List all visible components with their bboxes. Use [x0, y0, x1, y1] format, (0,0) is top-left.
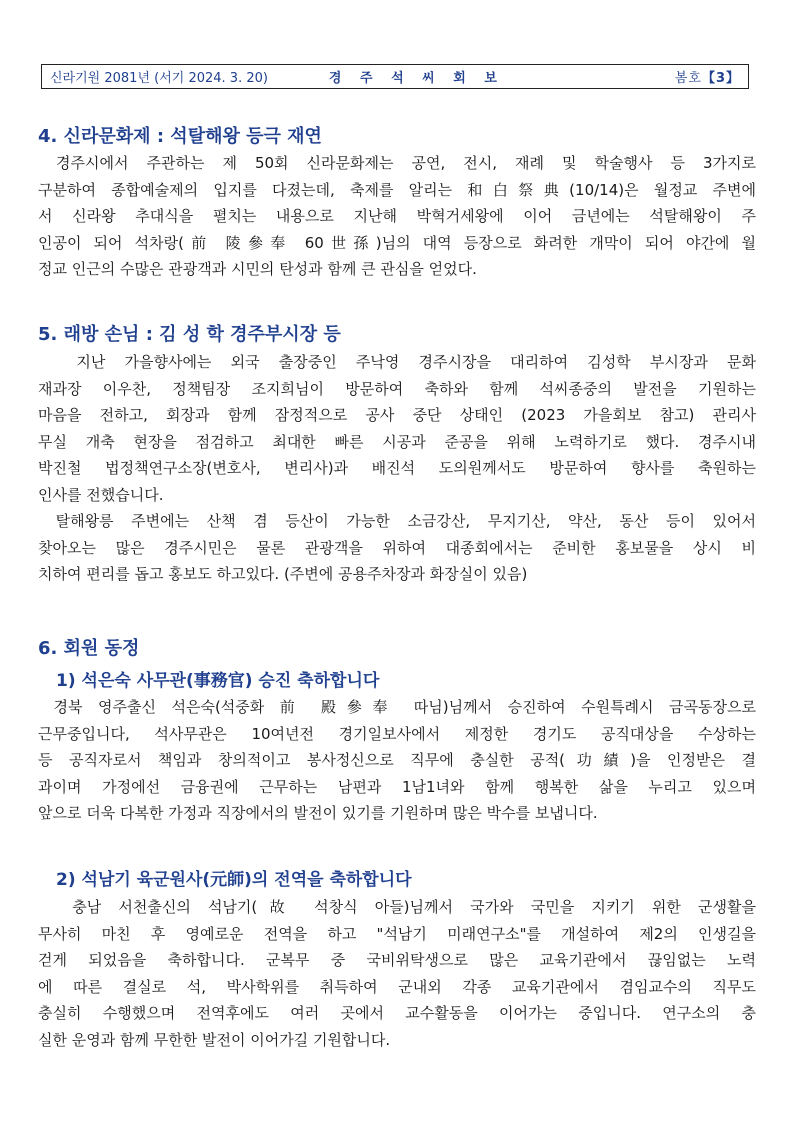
newsletter-title: 경 주 석 씨 회 보	[328, 71, 504, 86]
header-date: 신라기원 2081년 (서기 2024. 3. 20)	[50, 71, 268, 86]
paragraph-line: 에 따른 결실로 석, 박사학위를 취득하여 군내외 각종 교육기관에서 겸임교수의 직무도	[38, 977, 756, 996]
paragraph-line: 실한 운영과 함께 무한한 발전이 이어가길 기원합니다.	[38, 1030, 391, 1049]
newsletter-header	[41, 64, 749, 89]
section5-heading: 5. 래방 손님 : 김 성 학 경주부시장 등	[38, 324, 341, 345]
paragraph-line: 박진철 법정책연구소장(변호사, 변리사)과 배진석 도의원께서도 방문하여 향사를 축원하는	[38, 459, 756, 477]
paragraph-line: 정교 인근의 수많은 관광객과 시민의 탄성과 함께 큰 관심을 얻었다.	[38, 260, 477, 278]
paragraph-line: 무실 개축 현장을 점검하고 최대한 빠른 시공과 준공을 위해 노력하기로 했다. 경주시내	[38, 432, 756, 451]
paragraph-line: 충남 서천출신의 석남기(故 석창식 아들)님께서 국가와 국민을 지키기 위한 군생활을	[38, 898, 756, 916]
paragraph-line: 충실히 수행했으며 전역후에도 여러 곳에서 교수활동을 이어가는 중입니다. 연구소의 충	[38, 1004, 756, 1022]
paragraph-line: 찾아오는 많은 경주시민은 물론 관광객을 위하여 대종회에서는 준비한 홍보물을 상시 비	[38, 538, 756, 557]
paragraph-line: 경주시에서 주관하는 제 50회 신라문화제는 공연, 전시, 재례 및 학술행사 등 3가지로	[38, 154, 756, 172]
paragraph-line: 근무중입니다, 석사무관은 10여년전 경기일보사에서 제정한 경기도 공직대상을 수상하는	[38, 724, 756, 743]
paragraph-line: 등 공직자로서 책임과 창의적이고 봉사정신으로 직무에 충실한 공적(功績)을 인정받은 결	[38, 751, 756, 769]
paragraph-line: 구분하여 종합예술제의 입지를 다졌는데, 축제를 알리는 和白祭典(10/14)은 월정교 주변에	[38, 180, 756, 199]
section4-heading: 4. 신라문화제 : 석탈해왕 등극 재연	[38, 126, 322, 147]
paragraph-line: 마음을 전하고, 회장과 함께 잠정적으로 공사 중단 상태인 (2023 가을회보 참고) 관리사	[38, 406, 756, 424]
section6-sub2-body	[38, 894, 756, 1053]
paragraph-line: 치하여 편리를 돕고 홍보도 하고있다. (주변에 공용주차장과 화장실이 있음)	[38, 565, 528, 583]
section6-sub1-body	[38, 694, 756, 827]
paragraph-line: 경북 영주출신 석은숙(석중화 前 殿參奉 따님)님께서 승진하여 수원특례시 금곡동장으로	[38, 698, 756, 716]
issue-label	[675, 67, 740, 86]
paragraph-line: 인사를 전했습니다.	[38, 485, 164, 504]
paragraph-line: 앞으로 더욱 다복한 가정과 직장에서의 발전이 있기를 기원하며 많은 박수를 보냅니다.	[38, 804, 598, 822]
paragraph-line: 서 신라왕 추대식을 펼치는 내용으로 지난해 박혁거세왕에 이어 금년에는 석탈해왕이 주	[38, 207, 756, 225]
paragraph-line: 지난 가을향사에는 외국 출장중인 주낙영 경주시장을 대리하여 김성학 부시장과 문화	[38, 353, 756, 371]
section6-sub2-heading: 2) 석남기 육군원사(元師)의 전역을 축하합니다	[56, 870, 412, 890]
issue-number: 【3】	[701, 71, 740, 86]
section6-heading: 6. 회원 동정	[38, 638, 140, 659]
paragraph-line: 걷게 되었음을 축하합니다. 군복무 중 국비위탁생으로 많은 교육기관에서 끊임없는 노력	[38, 951, 756, 969]
paragraph-line: 재과장 이우찬, 정책팀장 조지희님이 방문하여 축하와 함께 석씨종중의 발전을 기원하는	[38, 379, 756, 398]
paragraph-line: 인공이 되어 석차랑(前 陵參奉 60世孫)님의 대역 등장으로 화려한 개막이 되어 야간에 월	[38, 233, 756, 252]
paragraph-line: 탈해왕릉 주변에는 산책 겸 등산이 가능한 소금강산, 무지기산, 약산, 동산 등이 있어서	[38, 512, 756, 530]
section5-body	[38, 349, 756, 588]
issue-season: 봄호	[674, 71, 702, 86]
paragraph-line: 과이며 가정에선 금융권에 근무하는 남편과 1남1녀와 함께 행복한 삶을 누리고 있으며	[38, 777, 756, 796]
section4-body	[38, 150, 756, 283]
section6-sub1-heading: 1) 석은숙 사무관(事務官) 승진 축하합니다	[56, 671, 380, 691]
paragraph-line: 무사히 마친 후 영예로운 전역을 하고 "석남기 미래연구소"를 개설하여 제2의 인생길을	[38, 924, 756, 943]
